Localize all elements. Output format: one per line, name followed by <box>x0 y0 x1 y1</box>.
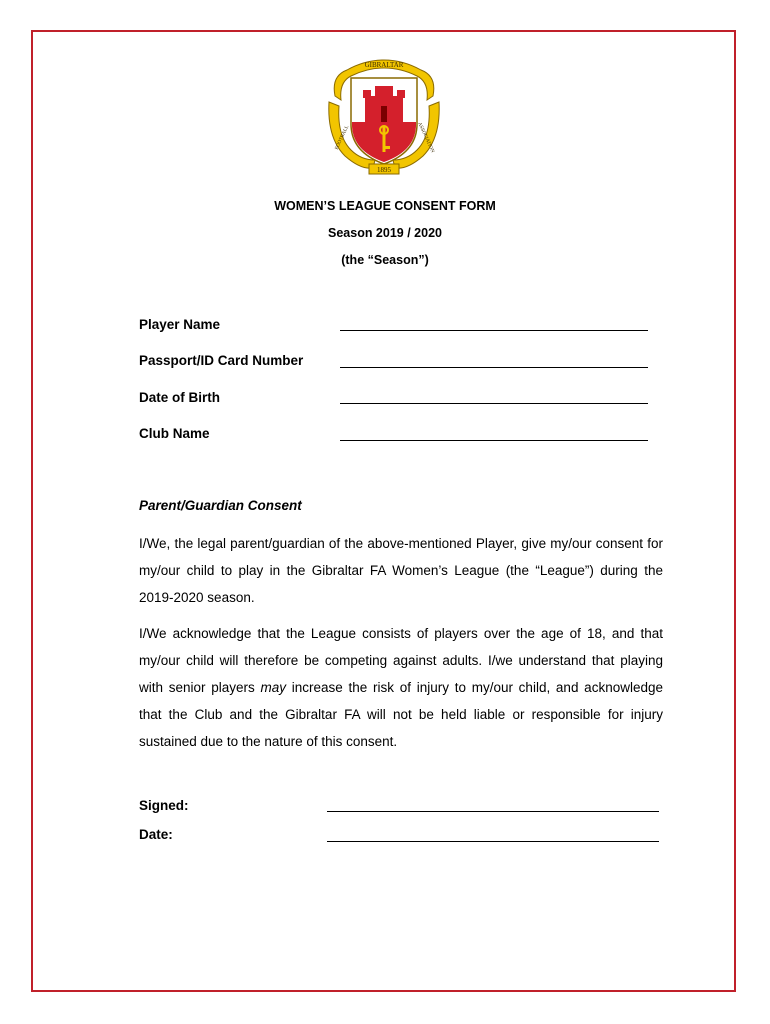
gibraltar-fa-crest-logo <box>325 56 443 178</box>
crest-right-text: ASSOCIATION <box>416 121 435 154</box>
dob-field[interactable] <box>340 403 648 404</box>
season-note: (the “Season”) <box>341 253 429 267</box>
consent-paragraph-1: I/We, the legal parent/guardian of the above-mentioned Player, give my/our consent for my/our child to play in the Gibraltar FA Women’s League (the “League”) during the 2019-2020 season. <box>139 536 663 605</box>
player-name-field[interactable] <box>340 330 648 331</box>
signed-label: Signed: <box>139 798 189 813</box>
consent-heading: Parent/Guardian Consent <box>139 498 302 513</box>
crest-top-text: GIBRALTAR <box>364 61 404 69</box>
consent-paragraph-2 <box>139 620 663 755</box>
player-name-label: Player Name <box>139 317 221 332</box>
date-field[interactable] <box>327 841 659 842</box>
passport-label: Passport/ID Card Number <box>139 353 304 368</box>
club-name-field[interactable] <box>340 440 648 441</box>
crest-left-text: FOOTBALL <box>334 124 351 151</box>
passport-field[interactable] <box>340 367 648 368</box>
consent-paragraph-2-a: I/We acknowledge that the League consists of players over the age of 18, and that my/our child will therefore be competing against adults. I/we understand that playing with senior players <box>139 626 663 695</box>
form-title: WOMEN’S LEAGUE CONSENT FORM <box>274 199 496 213</box>
club-name-label: Club Name <box>139 426 210 441</box>
crest-year-text: 1895 <box>377 166 391 174</box>
consent-paragraph-2-em: may <box>260 680 287 695</box>
season-label: Season 2019 / 2020 <box>328 226 442 240</box>
signature-field[interactable] <box>327 811 659 812</box>
date-label: Date: <box>139 827 173 842</box>
consent-paragraph-2-b: increase the risk of injury to my/our child, and acknowledge that the Club and the Gibraltar FA will not be held liable or responsible for injury sustained due to the nature of this consent. <box>139 680 663 749</box>
dob-label: Date of Birth <box>139 390 220 405</box>
